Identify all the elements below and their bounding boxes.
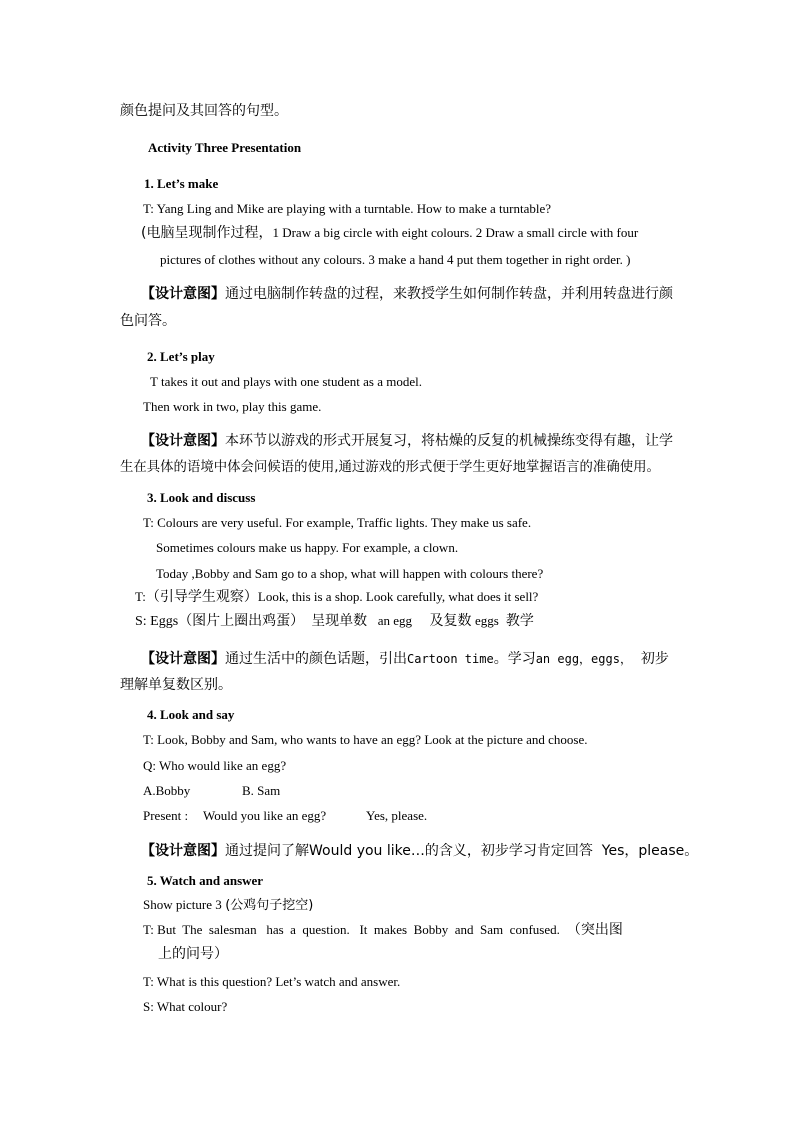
present-label: Present : (143, 808, 189, 823)
option-a: A.Bobby (143, 783, 191, 798)
section-1-note-text: 通过电脑制作转盘的过程，来教授学生如何制作转盘，并利用转盘进行颜 (225, 286, 673, 302)
section-1-teacher-line: T: Yang Ling and Mike are playing with a turntable. How to make a turntable? (143, 201, 552, 216)
section-2-note-line-1 (141, 434, 673, 448)
section-5-line-5: S: What colour? (143, 999, 228, 1014)
intro-text: 颜色提问及其回答的句型。 (120, 103, 288, 119)
section-4-note (141, 844, 698, 858)
present-answer: Yes, please. (366, 808, 428, 823)
teacher-cn-note: （引导学生观察） (145, 589, 258, 605)
yes-please-term: Yes，please。 (601, 843, 699, 859)
section-3-student-line (135, 614, 534, 629)
section-3-note-line-2: 理解单复数区别。 (120, 677, 232, 693)
teacher-en-text: Look, this is a shop. Look carefully, what does it sell? (257, 589, 539, 604)
plural-label: 及复数 (429, 613, 472, 629)
section-2-heading: 2. Let’s play (147, 349, 215, 364)
section-3-line-2: Sometimes colours make us happy. For example, a clown. (156, 540, 459, 555)
design-intent-label: 【设计意图】 (141, 433, 225, 449)
section-5-line-1 (143, 898, 313, 913)
section-4-line-1: T: Look, Bobby and Sam, who wants to have an egg? Look at the picture and choose. (143, 732, 588, 747)
design-intent-label: 【设计意图】 (141, 843, 225, 859)
section-4-line-2: Q: Who would like an egg? (143, 758, 287, 773)
section-5-line-4: T: What is this question? Let’s watch and answer. (143, 974, 401, 989)
section-5-line-3: 上的问号） (158, 946, 228, 962)
section-4-note-text-2: 的含义，初步学习肯定回答 (424, 843, 593, 859)
student-prefix: S: Eggs (135, 614, 179, 629)
singular-word: an egg (377, 613, 412, 628)
teacher-prefix: T: (135, 589, 146, 604)
singular-label: 呈现单数 (311, 613, 368, 629)
student-cn-note: （图片上圈出鸡蛋） (178, 613, 305, 629)
section-3-line-3: Today ,Bobby and Sam go to a shop, what will happen with colours there? (156, 566, 544, 581)
egg-terms: an egg，eggs， (535, 652, 632, 666)
section-2-note-line-2: 生在具体的语境中体会问候语的使用,通过游戏的形式便于学生更好地掌握语言的准确使用。 (120, 460, 660, 475)
section-3-note-text-3: 初步 (640, 651, 669, 667)
section-3-note-text-2: 。学习 (493, 651, 536, 667)
section-1-note-line-1 (141, 287, 673, 301)
section-3-note-line-1 (141, 652, 669, 666)
section-3-heading: 3. Look and discuss (147, 490, 256, 505)
show-picture-cn-note: (公鸡句子挖空) (225, 898, 314, 913)
section-1-steps-cn: (电脑呈现制作过程， (141, 225, 273, 241)
section-2-line-2: Then work in two, play this game. (143, 399, 322, 414)
teaching-label: 教学 (505, 613, 534, 629)
option-b: B. Sam (242, 783, 281, 798)
section-1-heading: 1. Let’s make (144, 176, 219, 191)
section-5-heading: 5. Watch and answer (147, 873, 264, 888)
show-picture-text: Show picture 3 (143, 897, 222, 912)
design-intent-label: 【设计意图】 (141, 286, 225, 302)
activity-title: Activity Three Presentation (148, 140, 302, 155)
highlight-note: （突出图 (566, 922, 623, 938)
would-you-like-term: Would you like… (309, 843, 425, 859)
section-4-heading: 4. Look and say (147, 707, 235, 722)
section-3-line-1: T: Colours are very useful. For example, Traffic lights. They make us safe. (143, 515, 532, 530)
section-3-teacher-line (135, 590, 538, 605)
design-intent-label: 【设计意图】 (141, 651, 225, 667)
section-1-steps-en: 1 Draw a big circle with eight colours. 2 Draw a small circle with four (272, 225, 639, 240)
plural-word: eggs (474, 613, 499, 628)
section-1-steps-line-2: pictures of clothes without any colours. 3 make a hand 4 put them together in right order. ) (160, 252, 631, 267)
section-4-note-text-1: 通过提问了解 (225, 843, 309, 859)
section-2-line-1: T takes it out and plays with one student as a model. (150, 374, 422, 389)
section-2-note-text: 本环节以游戏的形式开展复习，将枯燥的反复的机械操练变得有趣，让学 (225, 433, 673, 449)
present-question: Would you like an egg? (203, 808, 327, 823)
salesman-question-text: T: But The salesman has a question. It makes Bobby and Sam confused. (143, 922, 560, 937)
section-5-line-2 (143, 923, 623, 938)
section-3-note-text-1: 通过生活中的颜色话题，引出 (225, 651, 407, 667)
section-1-note-line-2: 色问答。 (120, 313, 176, 329)
section-1-steps-line-1 (141, 226, 638, 241)
cartoon-time-term: Cartoon time (407, 652, 494, 666)
